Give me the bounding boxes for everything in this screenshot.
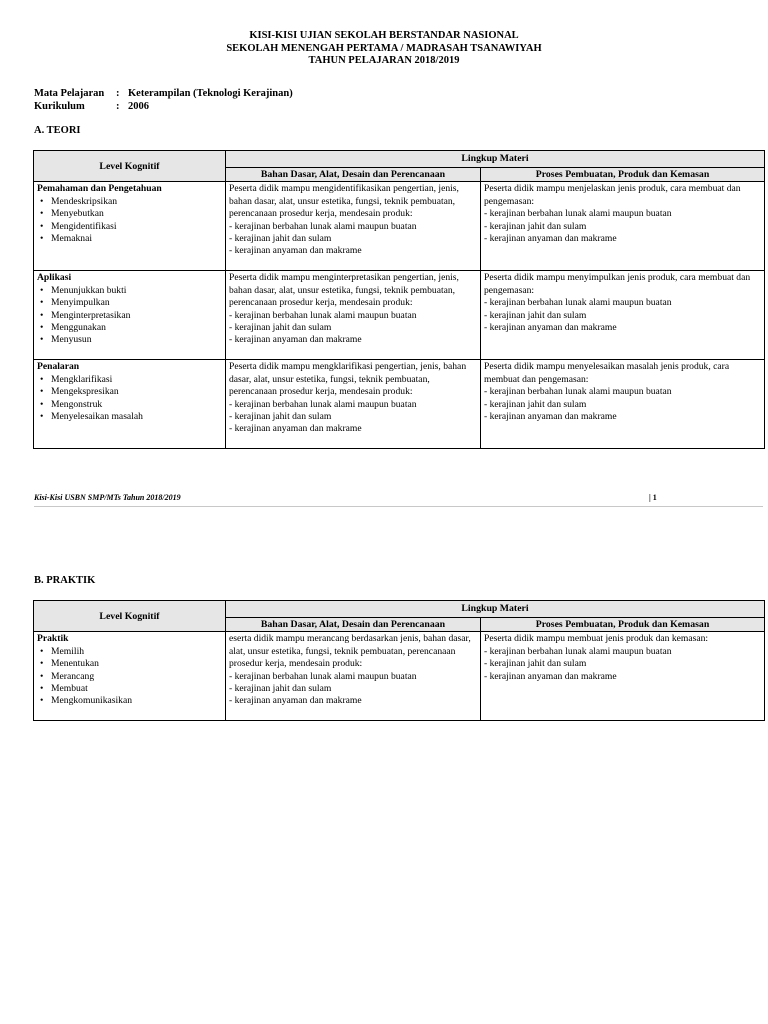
material-list [229,399,477,436]
col2-intro: Peserta didik mampu menyimpulkan jenis produk, cara membuat dan pengemasan: [484,272,751,296]
material-list [229,221,477,258]
table-row [34,182,765,271]
skill-item: • Mengidentifikasi [51,221,222,233]
level-cell [34,182,226,271]
level-title: Pemahaman dan Pengetahuan [37,183,162,195]
skill-item: • Mengkomunikasikan [51,695,222,707]
section-title-teori: A. TEORI [34,125,81,136]
material-item: - kerajinan berbahan lunak alami maupun buatan [229,310,477,322]
footer-divider [34,506,763,507]
subject-key: Mata Pelajaran [34,88,105,99]
skill-list [37,196,222,246]
material-item: - kerajinan jahit dan sulam [484,221,761,233]
material-item: - kerajinan anyaman dan makrame [229,423,477,435]
material-item: - kerajinan anyaman dan makrame [484,322,761,334]
curriculum-line [34,100,149,113]
material-item: - kerajinan anyaman dan makrame [229,245,477,257]
skill-list [37,646,222,708]
level-cell [34,360,226,449]
col2-header: Proses Pembuatan, Produk dan Kemasan [481,168,765,182]
col2-intro: Peserta didik mampu menyelesaikan masalah jenis produk, cara membuat dan pengemasan: [484,361,730,385]
skill-item: • Menunjukkan bukti [51,285,222,297]
curriculum-colon: : [116,101,120,112]
col1-cell [226,182,481,271]
material-item: - kerajinan berbahan lunak alami maupun buatan [484,297,761,309]
skill-item: • Menyebutkan [51,208,222,220]
level-cell [34,632,226,721]
material-item: - kerajinan jahit dan sulam [484,399,761,411]
skill-item: • Membuat [51,683,222,695]
header-line-3: TAHUN PELAJARAN 2018/2019 [308,55,460,66]
material-list [229,310,477,347]
table-row [34,271,765,360]
material-item: - kerajinan jahit dan sulam [229,683,477,695]
page-number: | 1 [649,493,657,502]
subject-colon: : [116,88,120,99]
skill-item: • Mengonstruk [51,399,222,411]
col1-intro: eserta didik mampu merancang berdasarkan jenis, bahan dasar, alat, unsur estetika, fungsi, teknik pembuatan, perencanaan prosedur kerja, mendesain produk: [229,633,471,670]
material-item: - kerajinan jahit dan sulam [484,658,761,670]
skill-item: • Menyimpulkan [51,297,222,309]
skill-item: • Mendeskripsikan [51,196,222,208]
scope-header: Lingkup Materi [226,151,765,168]
curriculum-key: Kurikulum [34,101,85,112]
material-item: - kerajinan berbahan lunak alami maupun buatan [484,208,761,220]
col1-intro: Peserta didik mampu mengklarifikasi pengertian, jenis, bahan dasar, alat, unsur estetika, fungsi, teknik pembuatan, perencanaan prosedur kerja, mendesain produk: [229,361,467,398]
col2-header: Proses Pembuatan, Produk dan Kemasan [481,618,765,632]
table-row [34,360,765,449]
level-header: Level Kognitif [34,601,226,632]
material-item: - kerajinan jahit dan sulam [229,322,477,334]
col2-cell [481,271,765,360]
skill-item: • Menggunakan [51,322,222,334]
header-line-2: SEKOLAH MENENGAH PERTAMA / MADRASAH TSANAWIYAH [226,42,542,54]
skill-item: • Menentukan [51,658,222,670]
material-item: - kerajinan berbahan lunak alami maupun buatan [229,221,477,233]
material-item: - kerajinan berbahan lunak alami maupun buatan [229,399,477,411]
material-item: - kerajinan berbahan lunak alami maupun buatan [229,671,477,683]
material-item: - kerajinan jahit dan sulam [229,233,477,245]
subject-line [34,87,293,100]
col2-intro: Peserta didik mampu menjelaskan jenis produk, cara membuat dan pengemasan: [484,183,741,207]
material-list [484,386,761,423]
col1-header: Bahan Dasar, Alat, Desain dan Perencanaan [226,168,481,182]
col2-cell [481,632,765,721]
section-title-praktik: B. PRAKTIK [34,575,96,586]
skill-list [37,285,222,347]
footer-title: Kisi-Kisi USBN SMP/MTs Tahun 2018/2019 [34,493,181,502]
skill-item: • Menyelesaikan masalah [51,411,222,423]
skill-item: • Mengklarifikasi [51,374,222,386]
curriculum-value: 2006 [128,101,149,112]
col2-intro: Peserta didik mampu membuat jenis produk dan kemasan: [484,633,709,645]
document-header [0,30,768,68]
skill-item: • Memilih [51,646,222,658]
col1-intro: Peserta didik mampu menginterpretasikan pengertian, jenis, bahan dasar, alat, unsur estetika, fungsi, teknik pembuatan, perencanaan prosedur kerja, mendesain produk: [229,272,459,309]
material-item: - kerajinan jahit dan sulam [484,310,761,322]
skill-item: • Menginterpretasikan [51,310,222,322]
col1-cell [226,632,481,721]
teori-table [33,150,765,449]
material-item: - kerajinan berbahan lunak alami maupun buatan [484,646,761,658]
col1-intro: Peserta didik mampu mengidentifikasikan pengertian, jenis, bahan dasar, alat, unsur estetika, fungsi, teknik pembuatan, perencanaan prosedur kerja, mendesain produk: [229,183,459,220]
level-title: Aplikasi [37,272,72,284]
material-list [229,671,477,708]
col1-header: Bahan Dasar, Alat, Desain dan Perencanaan [226,618,481,632]
skill-item: • Mengekspresikan [51,386,222,398]
col1-cell [226,271,481,360]
header-line-1: KISI-KISI UJIAN SEKOLAH BERSTANDAR NASIONAL [249,30,519,41]
col2-cell [481,182,765,271]
scope-header: Lingkup Materi [226,601,765,618]
material-list [484,646,761,683]
material-item: - kerajinan anyaman dan makrame [229,334,477,346]
material-list [484,208,761,245]
material-item: - kerajinan anyaman dan makrame [484,671,761,683]
col2-cell [481,360,765,449]
praktik-table [33,600,765,721]
material-list [484,297,761,334]
skill-item: • Merancang [51,671,222,683]
skill-item: • Memaknai [51,233,222,245]
material-item: - kerajinan anyaman dan makrame [229,695,477,707]
level-cell [34,271,226,360]
skill-list [37,374,222,424]
material-item: - kerajinan anyaman dan makrame [484,233,761,245]
material-item: - kerajinan jahit dan sulam [229,411,477,423]
subject-value: Keterampilan (Teknologi Kerajinan) [128,88,293,99]
level-title: Praktik [37,633,69,645]
level-title: Penalaran [37,361,80,373]
table-row [34,632,765,721]
skill-item: • Menyusun [51,334,222,346]
col1-cell [226,360,481,449]
material-item: - kerajinan anyaman dan makrame [484,411,761,423]
material-item: - kerajinan berbahan lunak alami maupun buatan [484,386,761,398]
level-header: Level Kognitif [34,151,226,182]
